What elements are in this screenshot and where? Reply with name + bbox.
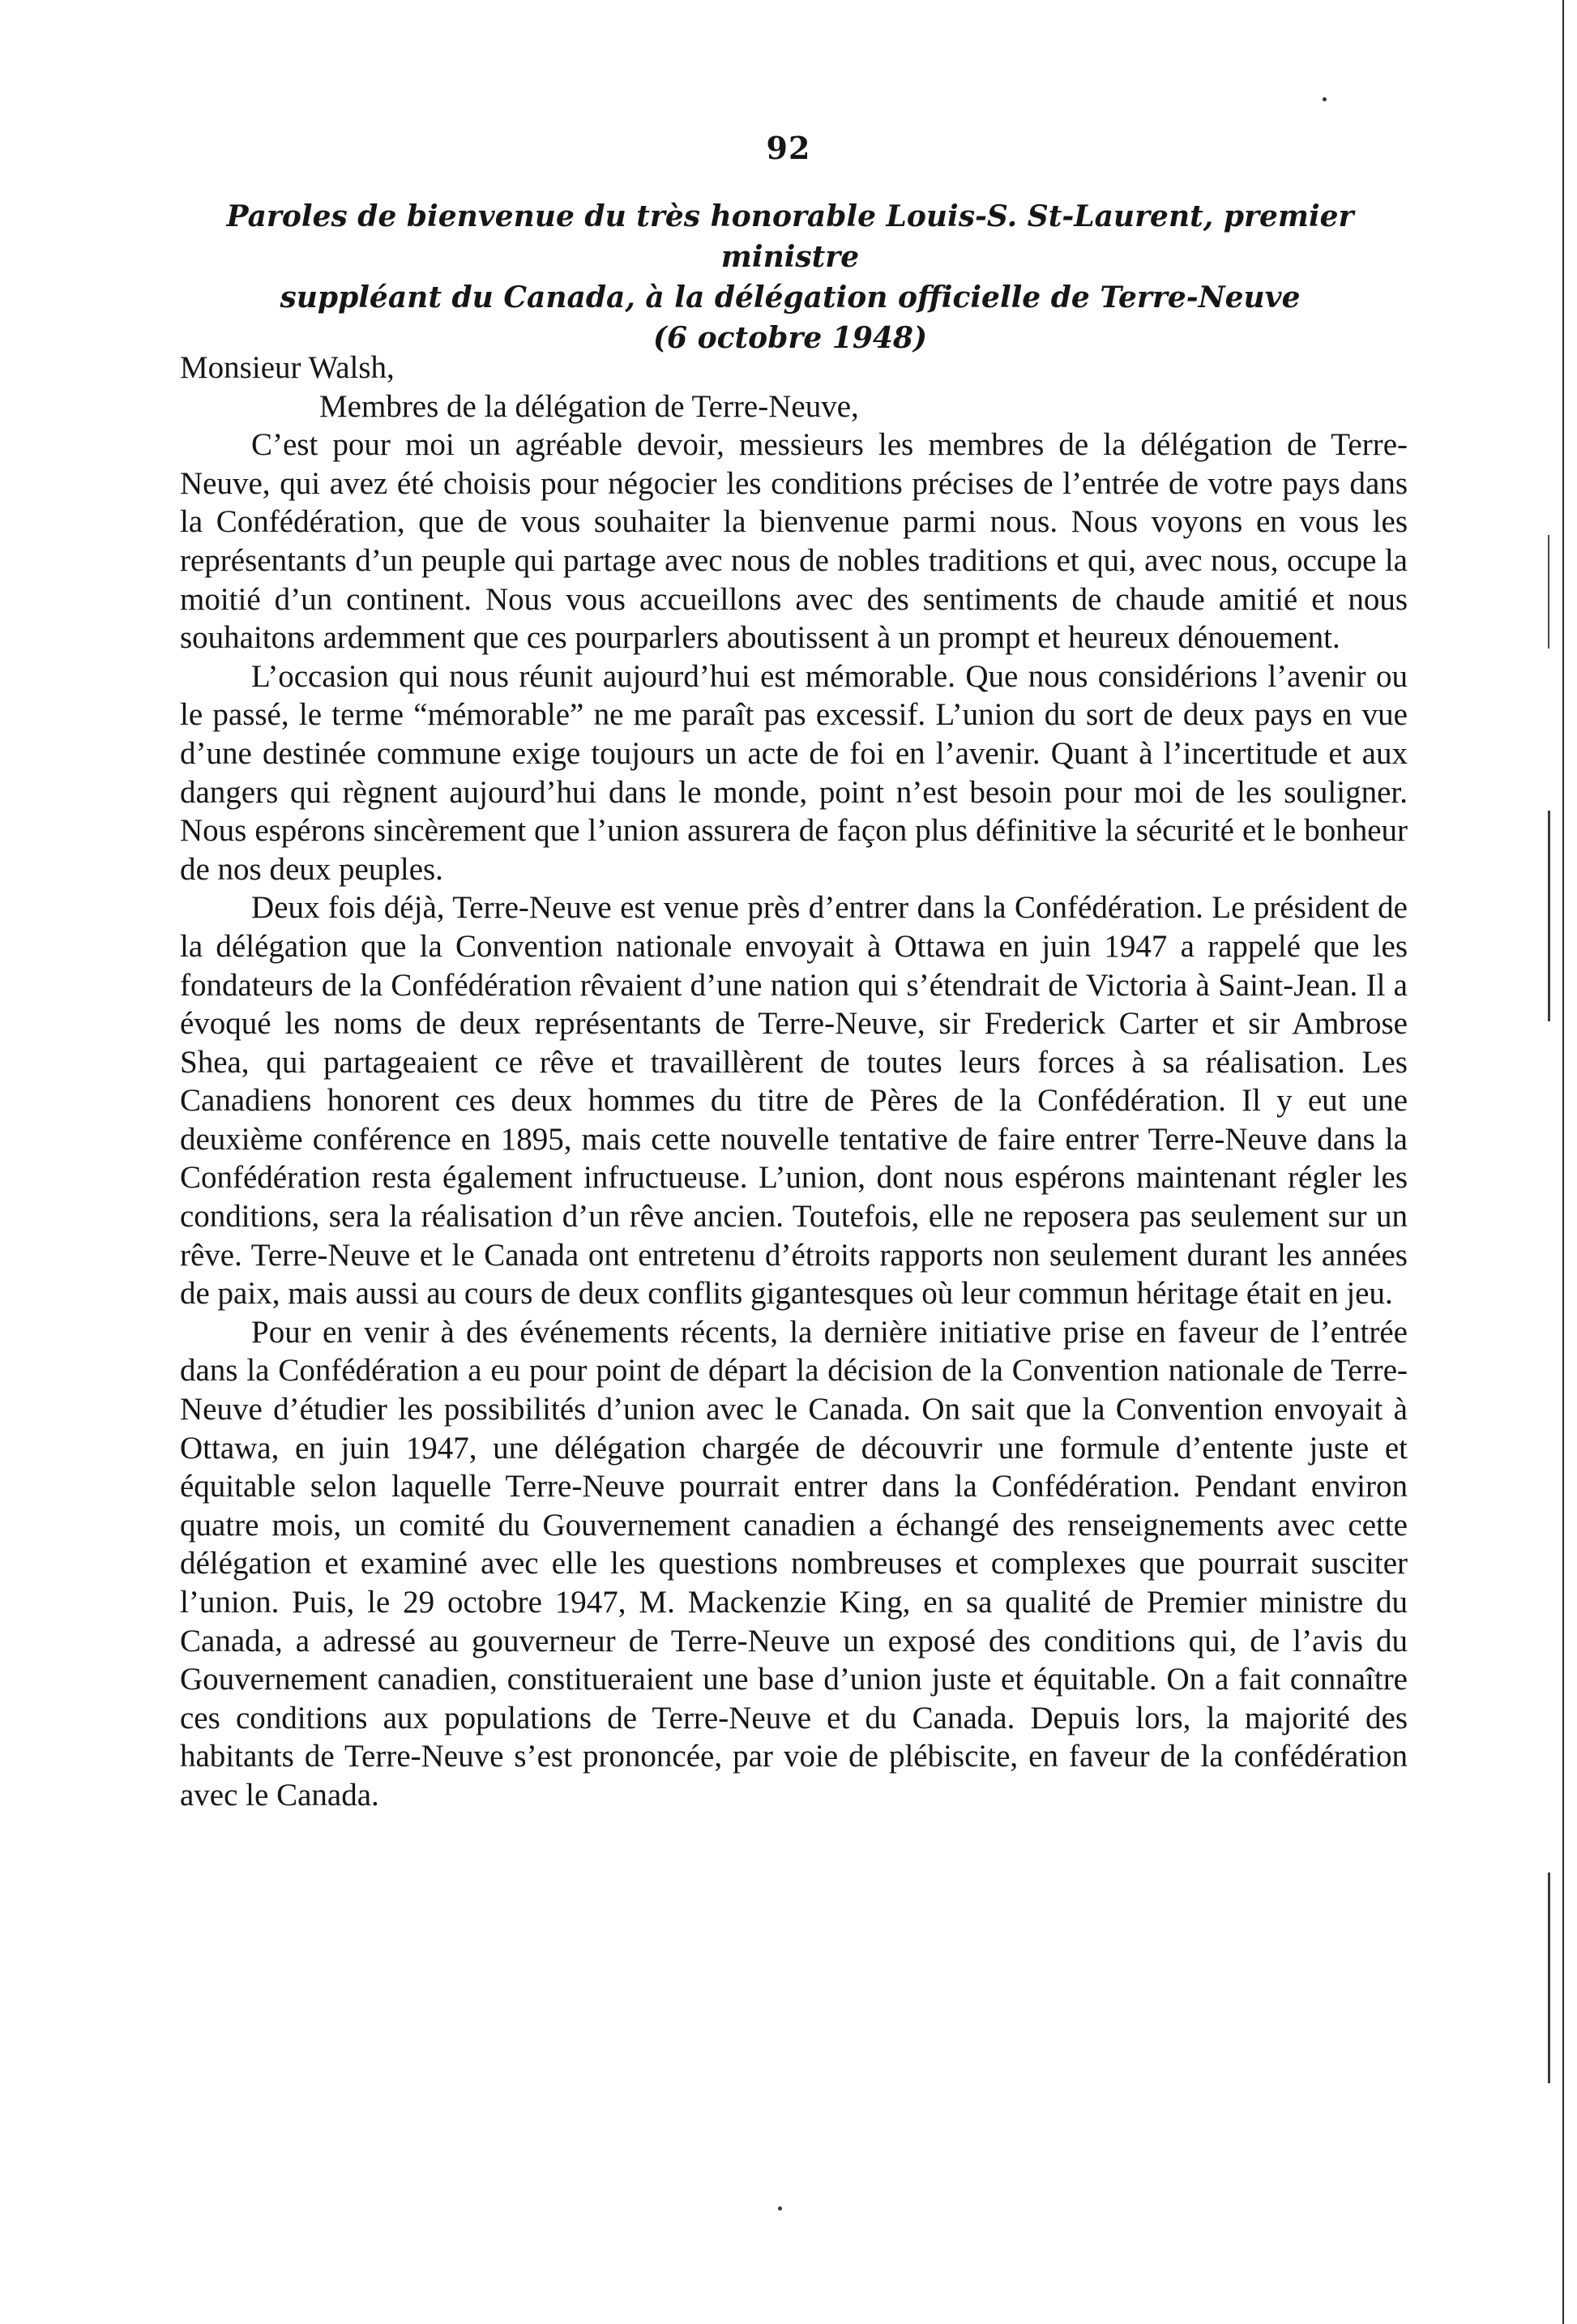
document-heading <box>174 196 1406 358</box>
paragraph: Pour en venir à des événements récents, la dernière initiative prise en faveur de l’entrée dans la Confédération a eu pour point de départ la décision de la Convention nationale de Terre-Neuve d’étudier les possibilités d’union avec le Canada. On sait que la Convention envoyait à Ottawa, en juin 1947, une délégation chargée de découvrir une formule d’entente juste et équitable selon laquelle Terre-Neuve pourrait entrer dans la Confédération. Pendant environ quatre mois, un comité du Gouvernement canadien a échangé des renseignements avec cette délégation et examiné avec elle les questions nombreuses et complexes que pourrait susciter l’union. Puis, le 29 octobre 1947, M. Mackenzie King, en sa qualité de Premier ministre du Canada, a adressé au gouverneur de Terre-Neuve un exposé des conditions qui, de l’avis du Gouvernement canadien, constitueraient une base d’union juste et équitable. On a fait connaître ces conditions aux populations de Terre-Neuve et du Canada. Depuis lors, la majorité des habitants de Terre-Neuve s’est prononcée, par voie de plébiscite, en faveur de la confédération avec le Canada. <box>180 1314 1408 1813</box>
heading-date: (6 octobre 1948) <box>653 321 927 355</box>
heading-line-1: Paroles de bienvenue du très honorable Louis-S. St-Laurent, premier ministre <box>226 199 1354 274</box>
paragraph: C’est pour moi un agréable devoir, messieurs les membres de la délégation de Terre-Neuve, qui avez été choisis pour négocier les conditions précises de l’entrée de votre pays dans la Confédération, que de vous souhaiter la bienvenue parmi nous. Nous voyons en vous les représentants d’un peuple qui partage avec nous de nobles traditions et qui, avec nous, occupe la moitié d’un continent. Nous vous accueillons avec des sentiments de chaude amitié et nous souhaitons ardemment que ces pourparlers aboutissent à un prompt et heureux dénouement. <box>180 427 1408 656</box>
body-text <box>180 349 1408 1815</box>
page-number: 92 <box>766 130 811 166</box>
scan-edge-line <box>1562 0 1564 2324</box>
paragraph: Deux fois déjà, Terre-Neuve est venue près d’entrer dans la Confédération. Le président de la délégation que la Convention nationale envoyait à Ottawa en juin 1947 a rappelé que les fondateurs de la Confédération rêvaient d’une nation qui s’étendrait de Victoria à Saint-Jean. Il a évoqué les noms de deux représentants de Terre-Neuve, sir Frederick Carter et sir Ambrose Shea, qui partageaient ce rêve et travaillèrent de toutes leurs forces à sa réalisation. Les Canadiens honorent ces deux hommes du titre de Pères de la Confédération. Il y eut une deuxième conférence en 1895, mais cette nouvelle tentative de faire entrer Terre-Neuve dans la Confédération resta également infructueuse. L’union, dont nous espérons maintenant régler les conditions, sera la réalisation d’un rêve ancien. Toutefois, elle ne reposera pas seulement sur un rêve. Terre-Neuve et le Canada ont entretenu d’étroits rapports non seulement durant les années de paix, mais aussi au cours de deux conflits gigantesques où leur commun héritage était en jeu. <box>180 890 1408 1312</box>
salutation-line-1: Monsieur Walsh, <box>180 350 395 385</box>
scan-edge-mark <box>1548 811 1550 1021</box>
salutation-line-2: Membres de la délégation de Terre-Neuve, <box>319 388 859 424</box>
heading-line-2: suppléant du Canada, à la délégation officielle de Terre-Neuve <box>280 280 1301 315</box>
paragraph: L’occasion qui nous réunit aujourd’hui est mémorable. Que nous considérions l’avenir ou le passé, le terme “mémorable” ne me paraît pas excessif. L’union du sort de deux pays en vue d’une destinée commune exige toujours un acte de foi en l’avenir. Quant à l’incertitude et aux dangers qui règnent aujourd’hui dans le monde, point n’est besoin pour moi de les souligner. Nous espérons sincèrement que l’union assurera de façon plus définitive la sécurité et le bonheur de nos deux peuples. <box>180 658 1408 887</box>
scan-edge-mark <box>1548 1872 1550 2083</box>
scan-speck <box>778 2206 782 2211</box>
scan-edge-mark <box>1548 535 1549 648</box>
scan-speck <box>1323 97 1327 101</box>
